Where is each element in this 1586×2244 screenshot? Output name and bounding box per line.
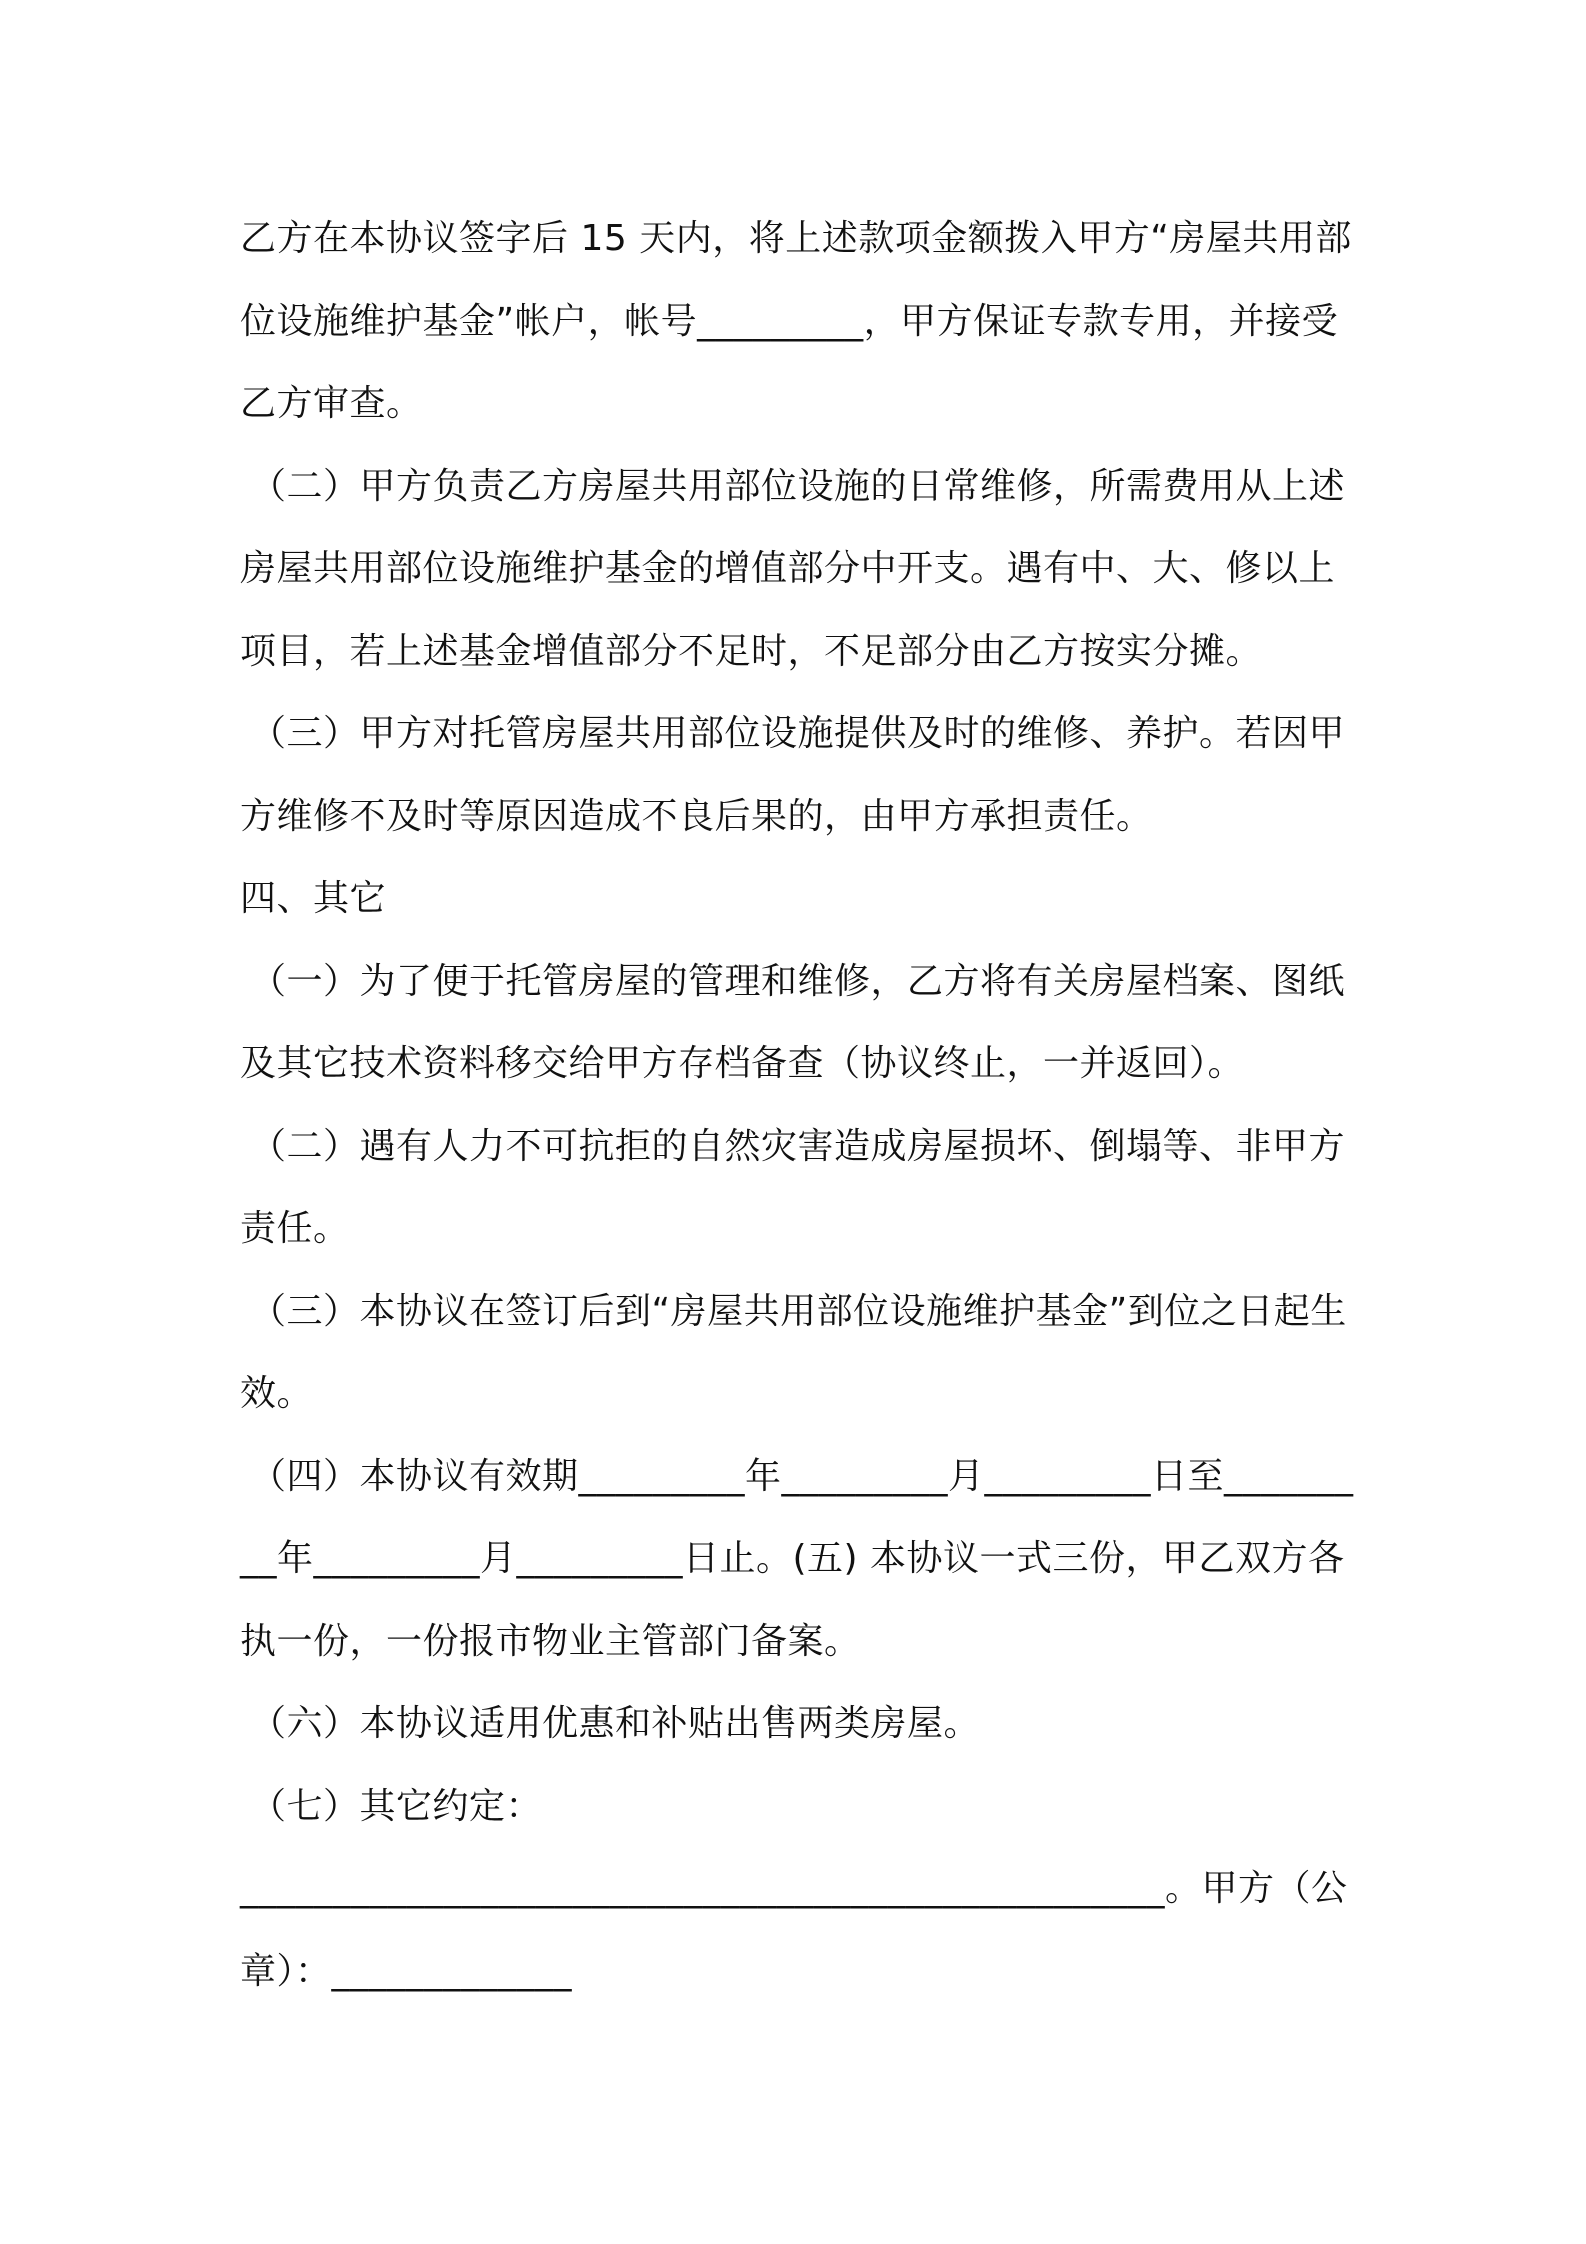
paragraph-clause-3-maintenance: （三）甲方对托管房屋共用部位设施提供及时的维修、养护。若因甲方维修不及时等原因造成不良后果的，由甲方承担责任。 xyxy=(240,713,1346,837)
section-heading-other: 四、其它 xyxy=(240,878,387,919)
paragraph-other-3-effective: （三）本协议在签订后到“房屋共用部位设施维护基金”到位之日起生效。 xyxy=(240,1290,1347,1414)
paragraph-other-6-scope: （六）本协议适用优惠和补贴出售两类房屋。 xyxy=(250,1703,981,1744)
paragraph-signature-line: __________________________________________________。甲方（公章）：_____________ xyxy=(240,1868,1348,1992)
document-body xyxy=(240,198,1360,2013)
paragraph-other-4-validity: （四）本协议有效期_________年_________月_________日至_________年_________月_________日止。(五) 本协议一式三份，甲乙双方各执一份，一份报市物业主管部门备案。 xyxy=(240,1455,1354,1662)
paragraph-other-2-force-majeure: （二）遇有人力不可抗拒的自然灾害造成房屋损坏、倒塌等、非甲方责任。 xyxy=(240,1125,1346,1249)
paragraph-fund-transfer: 乙方在本协议签字后 15 天内，将上述款项金额拨入甲方“房屋共用部位设施维护基金”帐户，帐号_________，甲方保证专款专用，并接受乙方审查。 xyxy=(240,218,1352,424)
paragraph-clause-2-daily-repair: （二）甲方负责乙方房屋共用部位设施的日常维修，所需费用从上述房屋共用部位设施维护基金的增值部分中开支。遇有中、大、修以上项目，若上述基金增值部分不足时，不足部分由乙方按实分摊。 xyxy=(240,465,1346,672)
paragraph-other-7-agreements: （七）其它约定： xyxy=(250,1785,543,1827)
paragraph-other-1-archives: （一）为了便于托管房屋的管理和维修，乙方将有关房屋档案、图纸及其它技术资料移交给甲方存档备查（协议终止，一并返回）。 xyxy=(240,960,1346,1084)
